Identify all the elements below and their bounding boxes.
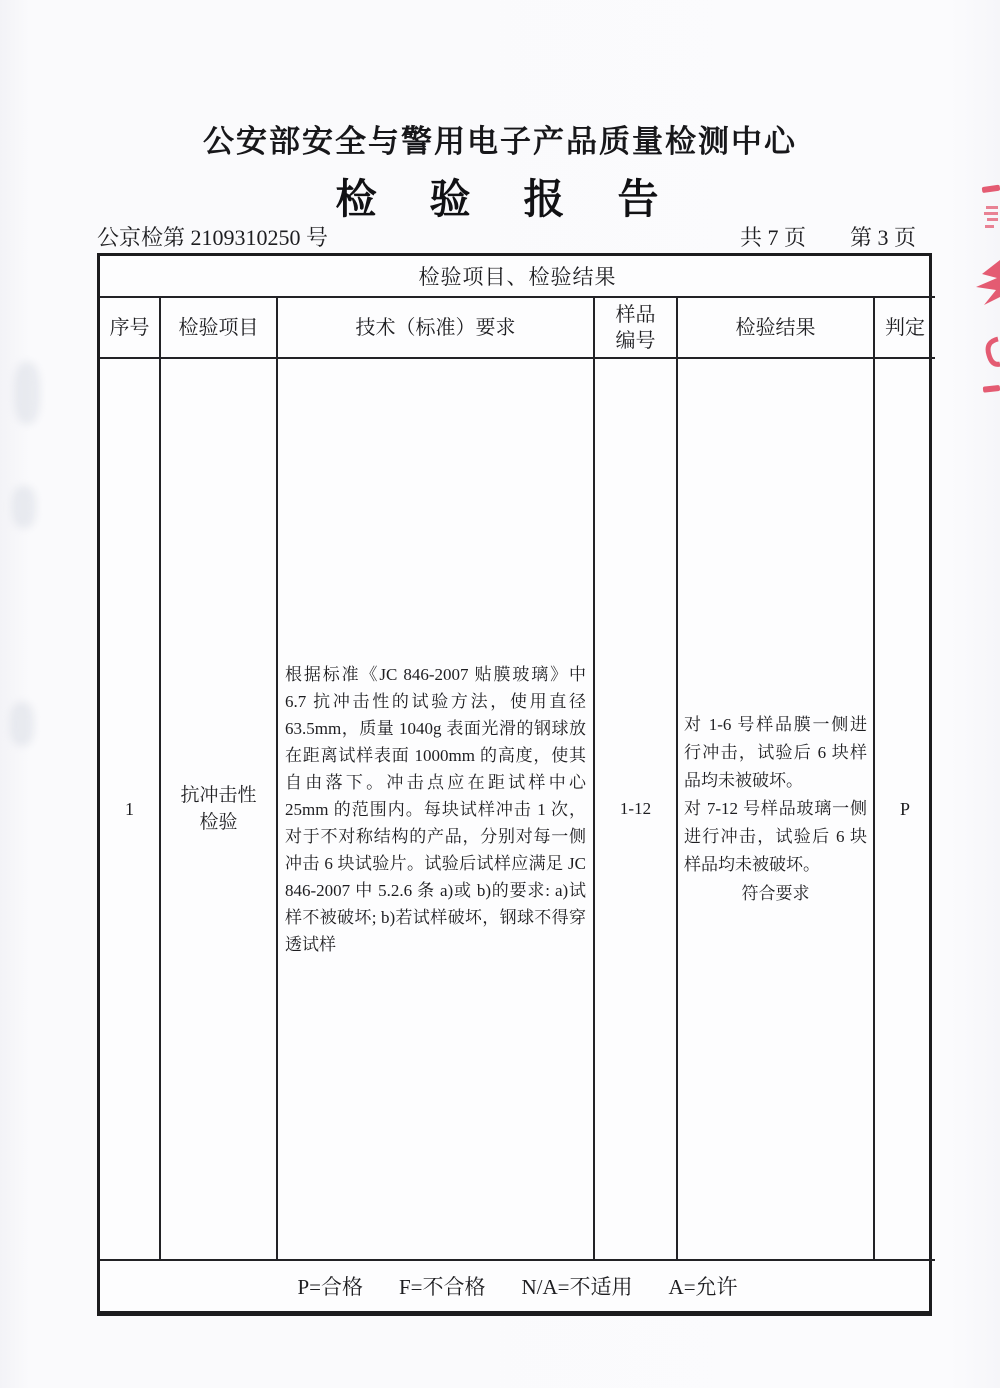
result-text <box>678 711 873 908</box>
scan-smudge <box>14 362 40 424</box>
column-header-item: 检验项目 <box>161 298 278 359</box>
meta-row <box>97 221 932 252</box>
column-header-sample-line1: 样品 <box>615 303 656 326</box>
requirement-text: 根据标准《JC 846-2007 贴膜玻璃》中 6.7 抗冲击性的试验方法，使用直径 63.5mm，质量 1040g 表面光滑的钢球放在距离试样表面 1000mm 的高度，使其自由落下。冲击点应在距试样中心 25mm 的范围内。每块试样冲击 1 次，对于不对称结构的产品，分别对每一侧冲击 6 块试验片。试验后试样应满足 JC 846-2007 中 5.2.6 条 a)或 b)的要求: a)试样不被破坏; b)若试样破坏，钢球不得穿透试样 <box>285 664 586 954</box>
legend-row <box>100 1261 935 1311</box>
cell-seq: 1 <box>100 359 161 1261</box>
legend-item-pass: P=合格 <box>297 1275 363 1299</box>
red-seal-fragment-icon <box>970 184 1000 406</box>
result-conclusion: 符合要求 <box>741 883 810 903</box>
org-name: 公安部安全与警用电子产品质量检测中心 <box>203 124 797 159</box>
total-pages: 共 7 页 <box>739 225 806 250</box>
column-header-result: 检验结果 <box>678 298 875 359</box>
current-page: 第 3 页 <box>849 225 916 250</box>
column-header-sample-no <box>595 298 678 359</box>
cell-requirement <box>278 359 595 1261</box>
column-header-seq: 序号 <box>100 298 161 359</box>
results-table <box>97 253 932 1316</box>
result-paragraph-1: 对 1-6 号样品膜一侧进行冲击，试验后 6 块样品均未被破坏。 <box>684 714 867 790</box>
item-label: 抗冲击性检验 <box>180 785 257 833</box>
page-info <box>740 221 932 252</box>
legend-item-fail: F=不合格 <box>398 1275 486 1299</box>
cell-verdict: P <box>875 359 935 1261</box>
table-title: 检验项目、检验结果 <box>100 256 935 298</box>
column-header-requirement: 技术（标准）要求 <box>278 298 595 359</box>
cell-result <box>678 359 875 1261</box>
column-header-sample-line2: 编号 <box>615 329 656 352</box>
report-title: 检 验 报 告 <box>335 176 665 222</box>
cell-sample-no: 1-12 <box>595 359 678 1261</box>
result-paragraph-2: 对 7-12 号样品玻璃一侧进行冲击，试验后 6 块样品均未被破坏。 <box>684 798 867 874</box>
legend-item-na: N/A=不适用 <box>521 1275 633 1299</box>
column-header-verdict: 判定 <box>875 298 935 359</box>
scan-smudge <box>10 702 34 746</box>
scan-smudge <box>12 486 36 528</box>
legend-item-allow: A=允许 <box>668 1275 738 1299</box>
cell-item <box>161 359 278 1261</box>
report-number: 公京检第 2109310250 号 <box>97 225 329 250</box>
